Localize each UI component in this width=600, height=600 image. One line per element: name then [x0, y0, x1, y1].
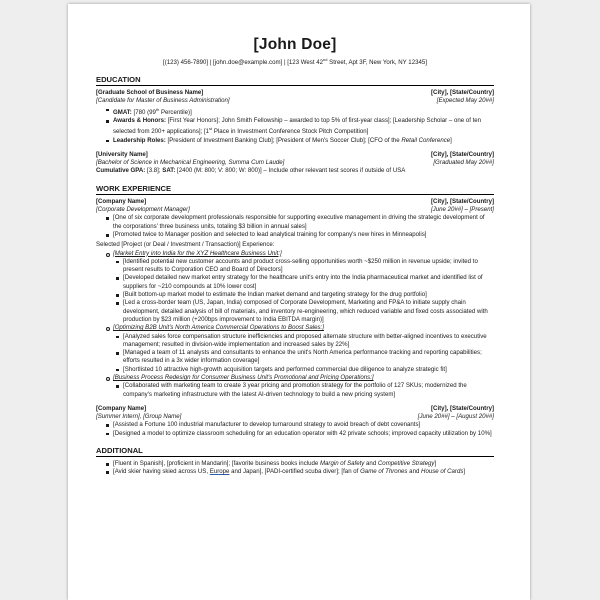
list-item: [Managed a team of 11 analysts and consultants to enhance the unit's North America performance tracking and reporting capabilities; efforts resulted in a 3x wider information coverage]: [113, 349, 494, 366]
additional-text: and: [364, 460, 378, 468]
sat-label: SAT:: [162, 167, 176, 175]
job1-dates: [June 20##] – [Present]: [430, 206, 494, 214]
additional-list: [96, 460, 494, 477]
gpa-line: [96, 167, 494, 175]
additional-text: and: [407, 468, 422, 476]
job1-list: [96, 214, 494, 239]
contact-line: [96, 56, 494, 67]
school1-degree: [Candidate for Master of Business Administration]: [96, 97, 230, 105]
school2-row: [96, 151, 494, 159]
resume-content: [96, 36, 494, 477]
job1-location: [City], [State/Country]: [431, 197, 494, 205]
job2-dates: [June 20##] – [August 20##]: [417, 413, 494, 421]
project-list: [96, 250, 494, 399]
gpa-label: Cumulative GPA:: [96, 167, 146, 175]
section-title-work: WORK EXPERIENCE: [96, 184, 494, 195]
resume-page: [68, 4, 530, 600]
leadership-value: [President of Investment Banking Club]; [President of Men's Soccer Club]; [CFO of the: [165, 136, 402, 144]
list-item: [103, 106, 494, 117]
school1-list: [96, 106, 494, 145]
contact-text: [(123) 456-7890] | [john.doe@example.com] | [123 West 42: [163, 59, 324, 67]
list-item: [103, 460, 494, 468]
project-title: [Business Process Redesign for Consumer Business Unit's Promotional and Pricing Operations:]: [103, 374, 494, 382]
book-title: Margin of Safety: [319, 460, 365, 468]
list-item: [Developed detailed new market entry strategy for the healthcare unit's entry into the India pharmaceutical market and identified list of suppliers for ~210 compounds at 10% lower cost]: [113, 274, 494, 291]
gmat-value: [780 (99: [131, 108, 156, 116]
list-item: [103, 468, 494, 476]
list-item: [Shortlisted 10 attractive high-growth acquisition targets and performed commercial due diligence to analyze strategic fit]: [113, 366, 494, 374]
job2-role-row: [96, 413, 494, 421]
leadership-italic: Retail Conference: [401, 136, 451, 144]
contact-sup: nd: [323, 57, 328, 62]
school2-location: [City], [State/Country]: [431, 150, 494, 158]
awards-end: Place in Investment Conference Stock Pitch Competition]: [212, 128, 369, 136]
job2-role: [Summer Intern], [Group Name]: [96, 413, 182, 421]
job2-company: [Company Name]: [96, 404, 147, 412]
project-title: [Market Entry into India for the XYZ Healthcare Business Unit:]: [103, 250, 494, 258]
additional-text: ]: [463, 468, 466, 476]
additional-text: [Fluent in Spanish], [proficient in Mandarin]; [favorite business books include: [113, 460, 320, 468]
list-item: [Identified potential new customer accounts and product cross-selling opportunities worth ~$250 million in revenue upside; invited to present results to Corporation CEO and Board of Directors]: [113, 258, 494, 275]
list-item: [103, 117, 494, 137]
school1-row: [96, 89, 494, 97]
job2-list: [96, 421, 494, 438]
school1-location: [City], [State/Country]: [431, 89, 494, 97]
section-title-additional: ADDITIONAL: [96, 446, 494, 457]
gmat-sup: th: [155, 106, 160, 112]
gmat-end: Percentile)]: [159, 108, 192, 116]
awards-value: [First Year Honors]; John Smith Fellowship – awarded to top 5% of first-year class]; [Leadership Scholar – one of ten selected from 200+ applications]; [1: [113, 116, 482, 136]
candidate-name: [John Doe]: [253, 36, 337, 53]
awards-label: Awards & Honors:: [113, 116, 167, 124]
show-title: House of Cards: [421, 468, 464, 476]
list-item: [One of six corporate development professionals responsible for supporting executive management in driving the strategic development of the corporations' three business units, totaling $3 billion in annual sales]: [103, 214, 494, 231]
list-item: [Collaborated with marketing team to create 3 year pricing and promotion strategy for the portfolio of 127 SKUs; modernized the company's marketing infrastructure with the latest AI-driven technology to build a new pricing system]: [113, 382, 494, 399]
additional-text: [Avid skier having skied across US,: [113, 468, 210, 476]
job1-company: [Company Name]: [96, 197, 147, 205]
sat-value: [2400 (M: 800; V: 800; W: 800)] – Include other relevant test scores if outside of USA: [175, 167, 406, 175]
school2-degree: [Bachelor of Science in Mechanical Engineering, Summa Cum Laude]: [96, 159, 285, 167]
school1-degree-row: [96, 97, 494, 105]
leadership-end: ]: [450, 136, 452, 144]
section-title-education: EDUCATION: [96, 75, 494, 86]
job1-row: [96, 198, 494, 206]
gpa-value: [3.8];: [145, 167, 163, 175]
school2-name: [University Name]: [96, 150, 148, 158]
list-item: [Designed a model to optimize classroom scheduling for an education operator with 42 private schools; improved capacity utilization by 10%]: [103, 430, 494, 438]
job2-row: [96, 405, 494, 413]
school2-date: [Graduated May 20##]: [433, 159, 494, 167]
list-item: [Led a cross-border team (US, Japan, India) composed of Corporate Development, Marketing and FP&A to initiate supply chain development, detailed analysis of bill of materials, and inventory re-engineering, which reduced variable and fixed costs associated with production by $23 million (+200bps improvement to India EBITDA margin)]: [113, 299, 494, 324]
additional-text: and Japan], [PADI-certified scuba diver]; [fan of: [229, 468, 361, 476]
additional-text: ]: [434, 460, 437, 468]
awards-sup: st: [209, 126, 213, 132]
europe-word: Europe: [209, 468, 230, 476]
list-item: [Analyzed sales force compensation structure inefficiencies and proposed alternate structure with better-aligned incentives to executive management; resulted in division-wide implementation and increased sales by 22%]: [113, 333, 494, 350]
job1-role-row: [96, 206, 494, 214]
book-title: Competitive Strategy: [377, 460, 435, 468]
contact-text-end: Street, Apt 3F, New York, NY 12345]: [327, 59, 427, 67]
list-item: [Promoted twice to Manager position and selected to lead analytical training for company's new hires in Minneapolis]: [103, 231, 494, 239]
project-title: [Optimizing B2B Unit's North America Commercial Operations to Boost Sales:]: [103, 324, 494, 332]
job2-location: [City], [State/Country]: [431, 404, 494, 412]
list-item: [Assisted a Fortune 100 industrial manufacturer to develop turnaround strategy to avoid breach of debt covenants]: [103, 421, 494, 429]
selected-experience-label: Selected [Project (or Deal / Investment / Transaction)] Experience:: [96, 241, 275, 249]
school1-date: [Expected May 20##]: [436, 97, 494, 105]
gmat-label: GMAT:: [113, 108, 132, 116]
list-item: [103, 137, 494, 145]
list-item: [Built bottom-up market model to estimate the Indian market demand and targeting strategy for the drug portfolio]: [113, 291, 494, 299]
job1-role: [Corporate Development Manager]: [96, 206, 190, 214]
leadership-label: Leadership Roles:: [113, 136, 166, 144]
show-title: Game of Thrones: [360, 468, 408, 476]
school1-name: [Graduate School of Business Name]: [96, 89, 204, 97]
school2-degree-row: [96, 159, 494, 167]
